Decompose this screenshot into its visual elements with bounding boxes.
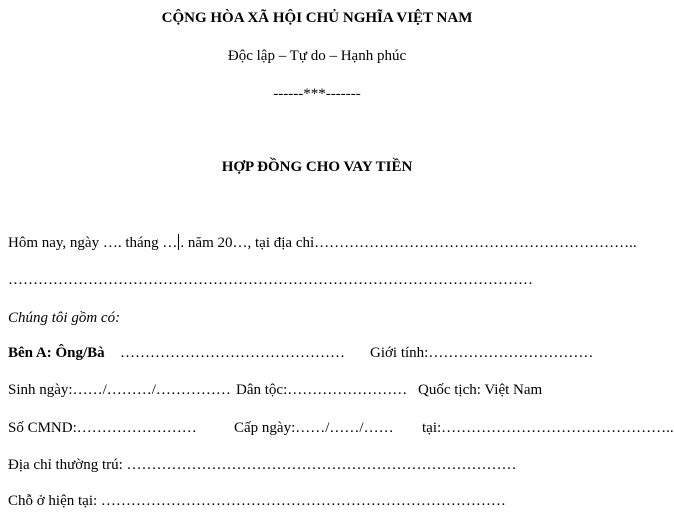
issue-place-field: tại:……………………………………….. — [422, 420, 674, 436]
birth-date-field: Sinh ngày:……/………/…………… — [8, 382, 231, 398]
motto: Độc lập – Tự do – Hạnh phúc — [227, 48, 407, 64]
date-location-line — [8, 234, 637, 252]
header-separator: ------***------- — [273, 86, 361, 102]
date-line-part1: Hôm nay, ngày …. tháng … — [8, 235, 178, 251]
id-number-field: Số CMND:…………………… — [8, 420, 197, 436]
issue-date-field: Cấp ngày:……/……/…… — [234, 420, 394, 436]
party-a-name-blank: ……………………………………… — [120, 345, 345, 361]
permanent-address-field: Địa chỉ thường trú: …………………………………………………………………… — [8, 457, 517, 473]
date-line-part2: . năm 20…, tại địa chỉ……………………………………………………….. — [180, 235, 637, 251]
gender-field: Giới tính:…………………………… — [370, 345, 594, 361]
document-title: HỢP ĐỒNG CHO VAY TIỀN — [221, 159, 413, 175]
address-continuation: …………………………………………………………………………………………… — [8, 272, 533, 288]
ethnicity-field: Dân tộc:…………………… — [236, 382, 408, 398]
nationality-field: Quốc tịch: Việt Nam — [418, 382, 543, 398]
parties-intro: Chúng tôi gồm có: — [8, 310, 121, 326]
country-heading: CỘNG HÒA XÃ HỘI CHỦ NGHĨA VIỆT NAM — [161, 10, 473, 26]
current-address-field: Chỗ ở hiện tại: ……………………………………………………………………… — [8, 493, 506, 509]
party-a-label: Bên A: Ông/Bà — [8, 345, 105, 361]
